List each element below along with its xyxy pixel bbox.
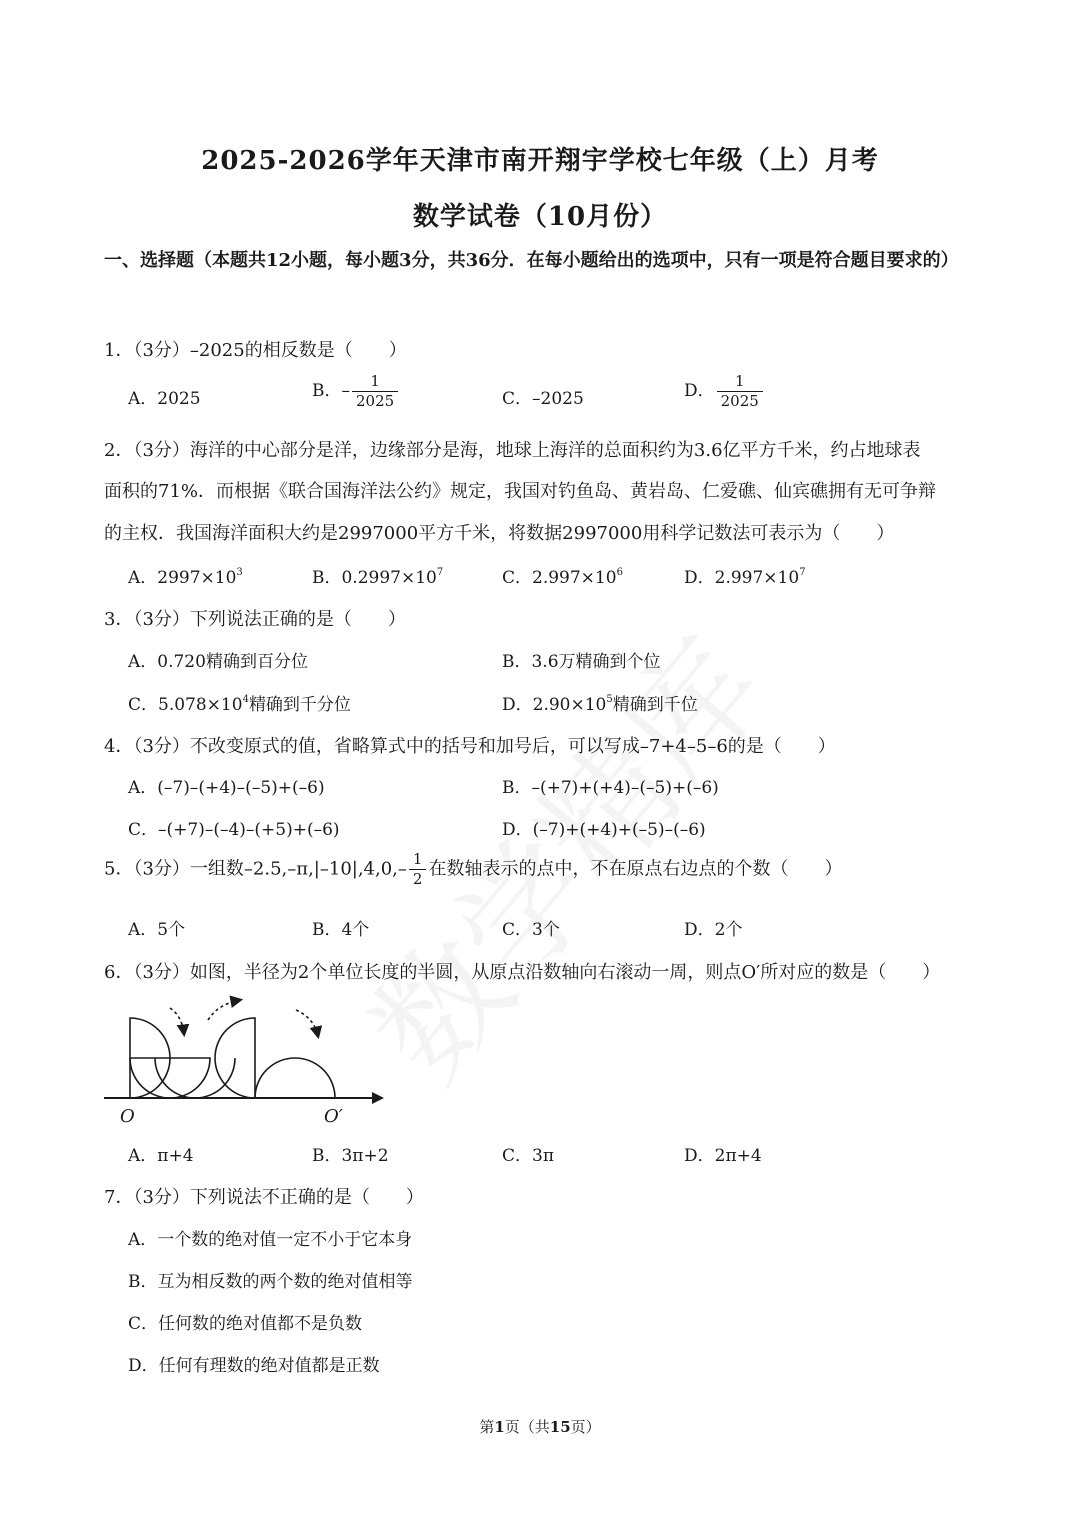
question-5-stem: 5．（3分）一组数–2.5,–π,|–10|,4,0,– $\frac{1}{2}$ 在数轴表示的点中，不在原点右边点的个数（ ）: [104, 850, 843, 888]
question-7-option-d: D．任何有理数的绝对值都是正数: [128, 1356, 380, 1376]
question-5-option-b: B．4个: [312, 920, 370, 940]
question-1-option-d: D． $\frac{1}{2025}$: [684, 374, 765, 409]
page-footer: 第1页（共15页）: [479, 1418, 601, 1436]
question-7-option-b: B．互为相反数的两个数的绝对值相等: [128, 1272, 413, 1292]
question-2-option-c: C．$2.997\times 10^6$: [502, 567, 623, 588]
question-3-option-c: C．$5.078\times 10^4$精确到千分位: [128, 694, 351, 715]
question-7-option-a: A．一个数的绝对值一定不小于它本身: [128, 1230, 413, 1250]
question-6-option-d: D．2π+4: [684, 1146, 762, 1166]
question-2-line-3: 的主权．我国海洋面积大约是2997000平方千米，将数据2997000用科学记数法可表示为（ ）: [104, 523, 895, 544]
semicircle-rolling-2: [155, 1058, 235, 1098]
question-3-option-d: D．$2.90\times 10^5$精确到千位: [502, 694, 698, 715]
exam-subtitle: 数学试卷（10月份）: [412, 202, 668, 232]
question-4-option-b: B．–(+7)+(+4)–(–5)+(–6): [502, 778, 719, 798]
question-4-option-d: D．(–7)+(+4)+(–5)–(–6): [502, 820, 706, 840]
question-7-option-c: C．任何数的绝对值都不是负数: [128, 1314, 363, 1334]
question-2-line-1: 2．（3分）海洋的中心部分是洋，边缘部分是海，地球上海洋的总面积约为3.6亿平方千米，约占地球表: [104, 440, 921, 461]
question-2-line-2: 面积的71%．而根据《联合国海洋法公约》规定，我国对钓鱼岛、黄岩岛、仁爱礁、仙宾礁拥有无可争辩: [104, 481, 937, 502]
question-5-option-d: D．2个: [684, 920, 743, 940]
question-5-option-a: A．5个: [128, 920, 186, 940]
question-2-option-b: B．$0.2997\times 10^7$: [312, 567, 444, 588]
question-1-option-a: A．2025: [128, 389, 201, 409]
question-3-option-b: B．3.6万精确到个位: [502, 652, 661, 672]
fraction: $\frac{1}{2025}$: [717, 374, 763, 409]
question-1-option-c: C．–2025: [502, 389, 584, 409]
axis-arrow-icon: [372, 1092, 384, 1104]
question-6-option-a: A．π+4: [128, 1146, 194, 1166]
fraction: $\frac{1}{2}$: [409, 852, 427, 887]
exam-title: 2025-2026学年天津市南开翔宇学校七年级（上）月考: [201, 146, 879, 176]
question-4-stem: 4．（3分）不改变原式的值，省略算式中的括号和加号后，可以写成–7+4–5–6的是（ ）: [104, 736, 836, 757]
point-o-prime-label: O′: [324, 1106, 343, 1127]
question-7-stem: 7．（3分）下列说法不正确的是（ ）: [104, 1187, 424, 1208]
section-heading: 一、选择题（本题共12小题，每小题3分，共36分．在每小题给出的选项中，只有一项是符合题目要求的）: [104, 250, 959, 271]
question-6-option-b: B．3π+2: [312, 1146, 389, 1166]
roll-arrow-icon: [208, 1000, 240, 1020]
question-4-option-a: A．(–7)–(+4)–(–5)+(–6): [128, 778, 325, 798]
roll-arrow-icon: [170, 1008, 184, 1034]
rolling-semicircle-figure: [100, 990, 400, 1130]
question-3-option-a: A．0.720精确到百分位: [128, 652, 308, 672]
question-5-option-c: C．3个: [502, 920, 560, 940]
fraction: $\frac{1}{2025}$: [352, 374, 398, 409]
point-o-label: O: [120, 1106, 135, 1127]
question-6-stem: 6．（3分）如图，半径为2个单位长度的半圆，从原点沿数轴向右滚动一周，则点O′所对应的数是（ ）: [104, 962, 941, 983]
roll-arrow-icon: [296, 1010, 318, 1036]
question-2-option-a: A．$2997\times 10^3$: [128, 567, 243, 588]
question-6-option-c: C．3π: [502, 1146, 554, 1166]
question-1-option-b: B．– $\frac{1}{2025}$: [312, 374, 400, 409]
question-4-option-c: C．–(+7)–(–4)–(+5)+(–6): [128, 820, 340, 840]
question-1-stem: 1．（3分）–2025的相反数是（ ）: [104, 340, 407, 361]
question-2-option-d: D．$2.997\times 10^7$: [684, 567, 806, 588]
question-3-stem: 3．（3分）下列说法正确的是（ ）: [104, 609, 406, 630]
semicircle-end: [255, 1058, 335, 1098]
